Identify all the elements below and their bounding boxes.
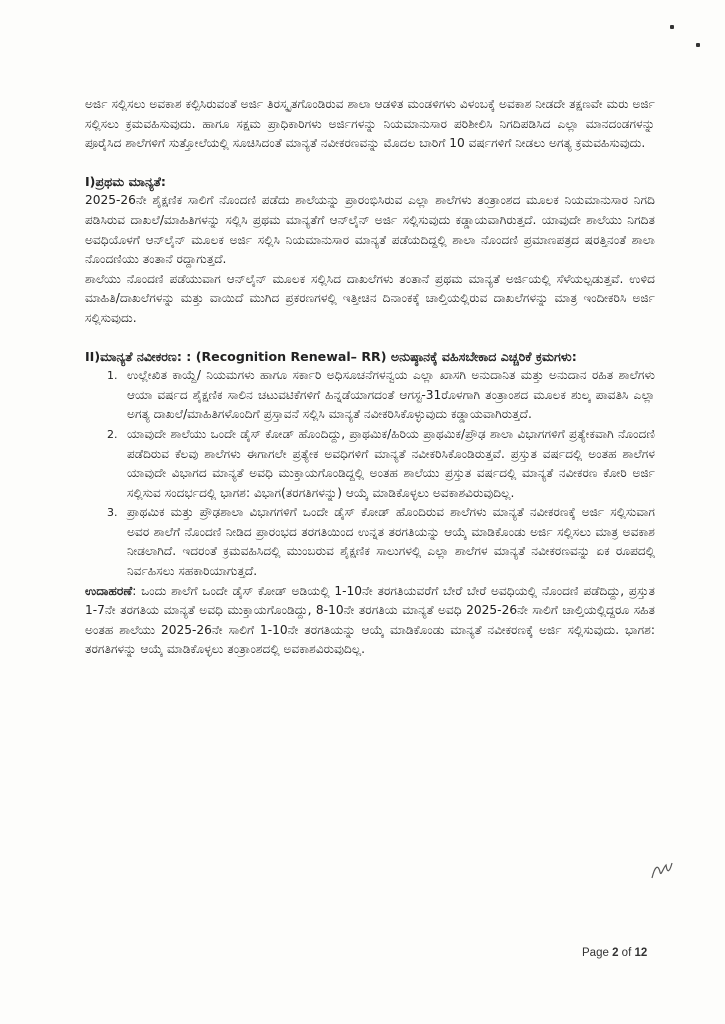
document-page (85, 95, 655, 660)
section-recognition-renewal (85, 347, 655, 582)
example-text: : ಒಂದು ಶಾಲೆಗೆ ಒಂದೇ ಡೈಸ್ ಕೋಡ್ ಅಡಿಯಲ್ಲಿ 1-10ನೇ ತರಗತಿಯವರೆಗೆ ಬೇರೆ ಬೇರೆ ಅವಧಿಯಲ್ಲಿ ನೊಂದಣಿ ಪಡೆದಿದ್ದು, ಪ್ರಸ್ತುತ 1-7ನೇ ತರಗತಿಯ ಮಾನ್ಯತೆ ಅವಧಿ ಮುಕ್ತಾಯಗೊಂಡಿದ್ದು, 8-10ನೇ ತರಗತಿಯ ಮಾನ್ಯತೆ ಅವಧಿ 2025-26ನೇ ಸಾಲಿಗೆ ಚಾಲ್ತಿಯಲ್ಲಿದ್ದರೂ ಸಹಿತ ಅಂತಹ ಶಾಲೆಯು 2025-26ನೇ ಸಾಲಿಗೆ 1-10ನೇ ತರಗತಿಯನ್ನು ಆಯ್ಕೆ ಮಾಡಿಕೊಂಡು ಮಾನ್ಯತೆ ನವೀಕರಣಕ್ಕೆ ಅರ್ಜಿ ಸಲ್ಲಿಸುವುದು. ಭಾಗಶ: ತರಗತಿಗಳನ್ನು ಆಯ್ಕೆ ಮಾಡಿಕೊಳ್ಳಲು ತಂತ್ರಾಂಶದಲ್ಲಿ ಅವಕಾಶವಿರುವುದಿಲ್ಲ. (85, 583, 655, 657)
scan-speck (696, 43, 700, 47)
of-word: of (621, 947, 632, 959)
numbered-list (85, 366, 655, 582)
section-heading: II)ಮಾನ್ಯತೆ ನವೀಕರಣ: : (Recognition Renewal– RR) ಅನುಷ್ಠಾನಕ್ಕೆ ವಹಿಸಬೇಕಾದ ಎಚ್ಚರಿಕೆ ಕ್ರಮಗಳು: (85, 348, 577, 364)
scan-speck (670, 25, 674, 29)
section-first-recognition (85, 172, 655, 329)
example-label: ಉದಾಹರಣೆ (85, 583, 133, 598)
paragraph: 2025-26ನೇ ಶೈಕ್ಷಣಿಕ ಸಾಲಿಗೆ ನೊಂದಣಿ ಪಡೆದು ಶಾಲೆಯನ್ನು ಪ್ರಾರಂಭಿಸಿರುವ ಎಲ್ಲಾ ಶಾಲೆಗಳು ತಂತ್ರಾಂಶದ ಮೂಲಕ ನಿಯಮಾನುಸಾರ ನಿಗದಿ ಪಡಿಸಿರುವ ದಾಖಲೆ/ಮಾಹಿತಿಗಳನ್ನು ಸಲ್ಲಿಸಿ ಪ್ರಥಮ ಮಾನ್ಯತೆಗೆ ಆನ್‌ಲೈನ್ ಅರ್ಜಿ ಸಲ್ಲಿಸುವುದು ಕಡ್ಡಾಯವಾಗಿರುತ್ತದೆ. ಯಾವುದೇ ಶಾಲೆಯು ನಿಗದಿತ ಅವಧಿಯೊಳಗೆ ಆನ್‌ಲೈನ್ ಮೂಲಕ ಅರ್ಜಿ ಸಲ್ಲಿಸಿ ನಿಯಮಾನುಸಾರ ಮಾನ್ಯತೆ ಪಡೆಯದಿದ್ದಲ್ಲಿ ಶಾಲಾ ನೊಂದಣಿ ಪ್ರಮಾಣಪತ್ರದ ಷರತ್ತಿನಂತೆ ಶಾಲಾ ನೊಂದಣಿಯು ತಂತಾನೆ ರದ್ದಾಗುತ್ತದೆ. (85, 193, 655, 267)
paragraph: ಶಾಲೆಯು ನೊಂದಣಿ ಪಡೆಯುವಾಗ ಆನ್‌ಲೈನ್ ಮೂಲಕ ಸಲ್ಲಿಸಿದ ದಾಖಲೆಗಳು ತಂತಾನೆ ಪ್ರಥಮ ಮಾನ್ಯತೆ ಅರ್ಜಿಯಲ್ಲಿ ಸೆಳೆಯಲ್ಪಡುತ್ತವೆ. ಉಳಿದ ಮಾಹಿತಿ/ದಾಖಲೆಗಳನ್ನು ಮತ್ತು ವಾಯಿದೆ ಮುಗಿದ ಪ್ರಕರಣಗಳಲ್ಲಿ ಇತ್ತೀಚಿನ ದಿನಾಂಕಕ್ಕೆ ಚಾಲ್ತಿಯಲ್ಲಿರುವ ದಾಖಲೆಗಳನ್ನು ಮಾತ್ರ ಇಂದೀಕರಿಸಿ ಅರ್ಜಿ ಸಲ್ಲಿಸುವುದು. (85, 271, 655, 325)
section-heading: I)ಪ್ರಥಮ ಮಾನ್ಯತೆ: (85, 173, 166, 189)
intro-paragraph: ಅರ್ಜಿ ಸಲ್ಲಿಸಲು ಅವಕಾಶ ಕಲ್ಪಿಸಿರುವಂತೆ ಅರ್ಜಿ ತಿರಸ್ಕೃತಗೊಂಡಿರುವ ಶಾಲಾ ಆಡಳಿತ ಮಂಡಳಿಗಳು ವಿಳಂಬಕ್ಕೆ ಅವಕಾಶ ನೀಡದೇ ತಕ್ಷಣವೇ ಮರು ಅರ್ಜಿ ಸಲ್ಲಿಸಲು ಕ್ರಮವಹಿಸುವುದು. ಹಾಗೂ ಸಕ್ಷಮ ಪ್ರಾಧಿಕಾರಿಗಳು ಅರ್ಜಿಗಳನ್ನು ನಿಯಮಾನುಸಾರ ಪರಿಶೀಲಿಸಿ ನಿಗದಿಪಡಿಸಿದ ಎಲ್ಲಾ ಮಾನದಂಡಗಳನ್ನು ಪೂರೈಸಿದ ಶಾಲೆಗಳಿಗೆ ಸುತ್ತೋಲೆಯಲ್ಲಿ ಸೂಚಿಸಿದಂತೆ ಮಾನ್ಯತೆ ನವೀಕರಣವನ್ನು ಮೊದಲ ಬಾರಿಗೆ 10 ವರ್ಷಗಳಿಗೆ ನೀಡಲು ಅಗತ್ಯ ಕ್ರಮವಹಿಸುವುದು. (85, 97, 655, 151)
list-item: 1. ಉಲ್ಲೇಖಿತ ಕಾಯ್ದೆ/ ನಿಯಮಗಳು ಹಾಗೂ ಸರ್ಕಾರಿ ಅಧಿಸೂಚನೆಗಳನ್ವಯ ಎಲ್ಲಾ ಖಾಸಗಿ ಅನುದಾನಿತ ಮತ್ತು ಅನುದಾನ ರಹಿತ ಶಾಲೆಗಳು ಆಯಾ ವರ್ಷದ ಶೈಕ್ಷಣಿಕ ಸಾಲಿನ ಚಟುವಟಿಕೆಗಳಿಗೆ ಹಿನ್ನಡೆಯಾಗದಂತೆ ಆಗಸ್ಟ-31ರೊಳಗಾಗಿ ತಂತ್ರಾಂಶದ ಮೂಲಕ ಶುಲ್ಕ ಪಾವತಿಸಿ ಎಲ್ಲಾ ಅಗತ್ಯ ದಾಖಲೆ/ಮಾಹಿತಿಗಳೊಂದಿಗೆ ಪ್ರಸ್ತಾವನೆ ಸಲ್ಲಿಸಿ ಮಾನ್ಯತೆ ನವೀಕರಿಸಿಕೊಳ್ಳುವುದು ಕಡ್ಡಾಯವಾಗಿರುತ್ತದೆ. (121, 366, 655, 425)
list-item: 2. ಯಾವುದೇ ಶಾಲೆಯು ಒಂದೇ ಡೈಸ್ ಕೋಡ್ ಹೊಂದಿದ್ದು, ಪ್ರಾಥಮಿಕ/ಹಿರಿಯ ಪ್ರಾಥಮಿಕ/ಪ್ರೌಢ ಶಾಲಾ ವಿಭಾಗಗಳಿಗೆ ಪ್ರತ್ಯೇಕವಾಗಿ ನೊಂದಣಿ ಪಡೆದಿರುವ ಕೆಲವು ಶಾಲೆಗಳು ಈಗಾಗಲೇ ಪ್ರತ್ಯೇಕ ಅವಧಿಗಳಿಗೆ ಮಾನ್ಯತೆ ನವೀಕರಿಸಿಕೊಂಡಿರುತ್ತವೆ. ಪ್ರಸ್ತುತ ವರ್ಷದಲ್ಲಿ ಅಂತಹ ಶಾಲೆಗಳ ಯಾವುದೇ ವಿಭಾಗದ ಮಾನ್ಯತೆ ಅವಧಿ ಮುಕ್ತಾಯಗೊಂಡಿದ್ದಲ್ಲಿ ಅಂತಹ ಶಾಲೆಯು ಪ್ರಸ್ತುತ ವರ್ಷದಲ್ಲಿ ಮಾನ್ಯತೆ ನವೀಕರಣ ಕೋರಿ ಅರ್ಜಿ ಸಲ್ಲಿಸುವ ಸಂದರ್ಭದಲ್ಲಿ ಭಾಗಶ: ವಿಭಾಗ(ತರಗತಿಗಳನ್ನು) ಆಯ್ಕೆ ಮಾಡಿಕೊಳ್ಳಲು ಅವಕಾಶವಿರುವುದಿಲ್ಲ. (121, 425, 655, 503)
signature-initial-icon (649, 860, 675, 882)
example-paragraph (85, 582, 655, 660)
total-pages: 12 (634, 947, 648, 959)
current-page: 2 (612, 947, 619, 959)
page-word: Page (582, 947, 609, 959)
list-item: 3. ಪ್ರಾಥಮಿಕ ಮತ್ತು ಪ್ರೌಢಶಾಲಾ ವಿಭಾಗಗಳಿಗೆ ಒಂದೇ ಡೈಸ್ ಕೋಡ್ ಹೊಂದಿರುವ ಶಾಲೆಗಳು ಮಾನ್ಯತೆ ನವೀಕರಣಕ್ಕೆ ಅರ್ಜಿ ಸಲ್ಲಿಸುವಾಗ ಅವರ ಶಾಲೆಗೆ ನೊಂದಣಿ ನೀಡಿದ ಪ್ರಾರಂಭದ ತರಗತಿಯಿಂದ ಉನ್ನತ ತರಗತಿಯನ್ನು ಆಯ್ಕೆ ಮಾಡಿಕೊಂಡು ಅರ್ಜಿ ಸಲ್ಲಿಸಲು ಮಾತ್ರ ಅವಕಾಶ ನೀಡಲಾಗಿದೆ. ಇದರಂತೆ ಕ್ರಮವಹಿಸಿದಲ್ಲಿ ಮುಂಬರುವ ಶೈಕ್ಷಣಿಕ ಸಾಲುಗಳಲ್ಲಿ ಎಲ್ಲಾ ಶಾಲೆಗಳ ಮಾನ್ಯತೆ ನವೀಕರಣವನ್ನು ಏಕ ರೂಪದಲ್ಲಿ ನಿರ್ವಹಿಸಲು ಸಹಕಾರಿಯಾಗುತ್ತದೆ. (121, 503, 655, 581)
page-number (582, 947, 647, 959)
